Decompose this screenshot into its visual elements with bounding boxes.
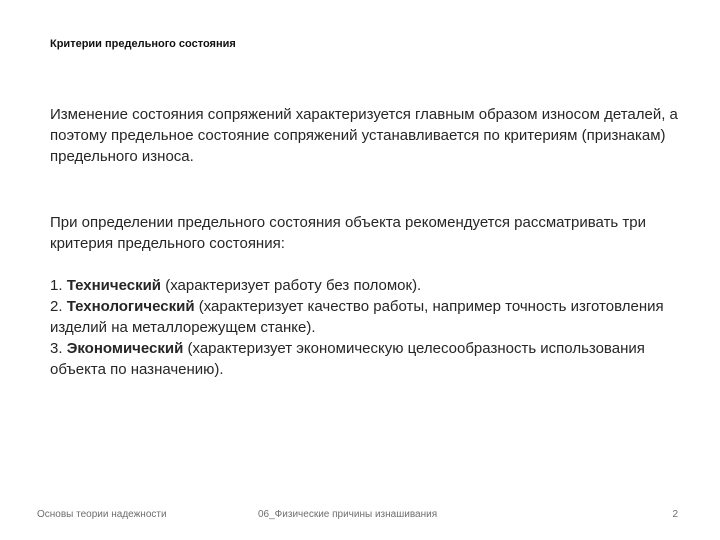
- footer-page-number: 2: [672, 509, 678, 520]
- criterion-term: Технический: [66, 277, 162, 294]
- criterion-number: 2.: [50, 298, 63, 315]
- slide-title: Критерии предельного состояния: [50, 38, 236, 50]
- criterion-description: (характеризует работу без поломок).: [165, 277, 422, 294]
- footer-course-name: Основы теории надежности: [37, 509, 167, 520]
- criterion-item-technological: [50, 296, 680, 338]
- criteria-intro-paragraph: При определении предельного состояния объекта рекомендуется рассматривать три критерия предельного состояния:: [50, 214, 647, 252]
- criterion-description: (характеризует качество работы, например точность изготовления изделий на металлорежущем станке).: [50, 298, 664, 336]
- criterion-item-technical: [50, 275, 680, 296]
- criterion-number: 3.: [50, 340, 63, 357]
- criterion-term: Экономический: [66, 340, 184, 357]
- criterion-description: (характеризует экономическую целесообразность использования объекта по назначению).: [50, 340, 645, 378]
- intro-paragraph: Изменение состояния сопряжений характеризуется главным образом износом деталей, а поэтому предельное состояние сопряжений устанавливается по критериям (признакам) предельного износа.: [50, 106, 678, 165]
- criterion-item-economic: [50, 338, 680, 380]
- criteria-list: [50, 275, 680, 380]
- criterion-term: Технологический: [66, 298, 195, 315]
- criterion-number: 1.: [50, 277, 63, 294]
- footer-section-name: 06_Физические причины изнашивания: [258, 509, 438, 520]
